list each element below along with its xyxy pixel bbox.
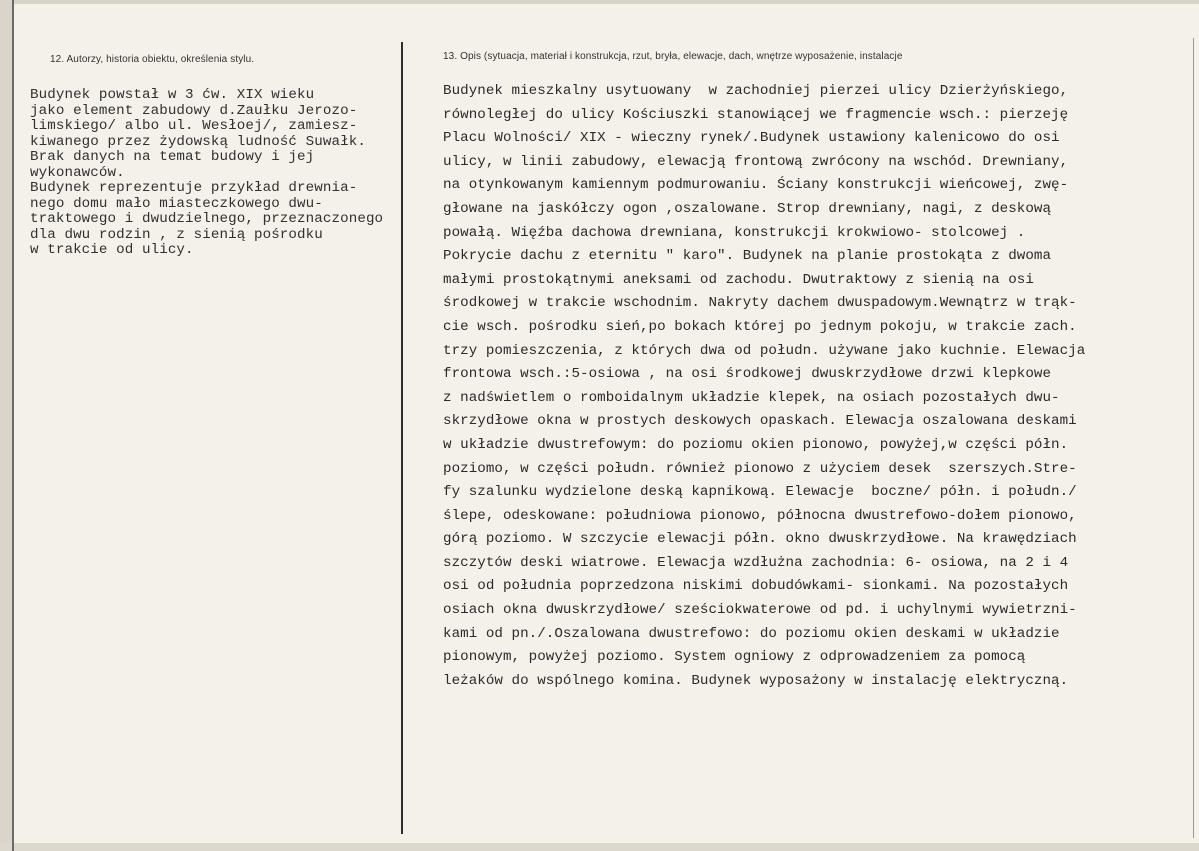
text-line: Budynek powstał w 3 ćw. XIX wieku [30, 87, 315, 103]
text-line: głowane na jaskółczy ogon ,oszalowane. Strop drewniany, nagi, z deskową [443, 200, 1052, 217]
text-line: kiwanego przez żydowską ludność Suwałk. [30, 133, 366, 150]
text-line: osiach okna dwuskrzydłowe/ sześciokwaterowe od pd. i uchylnymi wywietrzni- [443, 602, 1077, 619]
text-line: w trakcie od ulicy. [30, 242, 194, 258]
text-line: w układzie dwustrefowym: do poziomu okien pionowo, powyżej,w części półn. [443, 436, 1069, 453]
text-line: fy szalunku wydzielone deską kapnikową. Elewacje boczne/ półn. i połudn./ [443, 484, 1077, 501]
text-line: małymi prostokątnymi aneksami od zachodu. Dwutraktowy z sienią na osi [443, 271, 1034, 288]
text-line: powałą. Więźba dachowa drewniana, konstrukcji krokwiowo- stolcowej . [443, 224, 1026, 241]
text-line: dla dwu rodzin , z sienią pośrodku [30, 226, 323, 243]
text-line: poziomo, w części połudn. również pionowo z użyciem desek szerszych.Stre- [443, 460, 1077, 477]
page-edge-top [0, 0, 1199, 4]
right-frame-line [1193, 38, 1194, 838]
left-frame-line [12, 0, 14, 851]
text-line: równoległej do ulicy Kościuszki stanowiącej we fragmencie wsch.: pierzeję [443, 106, 1069, 123]
text-line: górą poziomo. W szczycie elewacji półn. okno dwuskrzydłowe. Na krawędziach [443, 531, 1077, 548]
text-line: cie wsch. pośrodku sień,po bokach której po jednym pokoju, w trakcie zach. [443, 318, 1077, 335]
text-line: kami od pn./.Oszalowana dwustrefowo: do poziomu okien deskami w układzie [443, 625, 1060, 642]
section-13-heading: 13. Opis (sytuacja, materiał i konstrukcja, rzut, bryła, elewacje, dach, wnętrze wyposażenie, instalacje [443, 51, 903, 62]
text-line: jako element zabudowy d.Zaułku Jerozo- [30, 102, 358, 119]
text-line: Budynek mieszkalny usytuowany w zachodniej pierzei ulicy Dzierżyńskiego, [443, 83, 1069, 99]
text-line: osi od południa poprzedzona niskimi dobudówkami- sionkami. Na pozostałych [443, 578, 1069, 595]
text-line: traktowego i dwudzielnego, przeznaczonego [30, 211, 384, 227]
section-13-text [443, 80, 1193, 693]
page-edge-left [0, 0, 12, 851]
section-12-heading: 12. Autorzy, historia obiektu, określenia stylu. [50, 54, 255, 65]
text-line: z nadświetlem o romboidalnym układzie klepek, na osiach pozostałych dwu- [443, 389, 1060, 406]
text-line: Placu Wolności/ XIX - wieczny rynek/.Budynek ustawiony kalenicowo do osi [443, 130, 1060, 147]
text-line: trzy pomieszczenia, z których dwa od połudn. używane jako kuchnie. Elewacja [443, 342, 1086, 359]
text-line: Brak danych na temat budowy i jej [30, 149, 315, 165]
text-line: skrzydłowe okna w prostych deskowych opaskach. Elewacja oszalowana deskami [443, 413, 1077, 430]
text-line: frontowa wsch.:5-osiowa , na osi środkowej dwuskrzydłowe drzwi klepkowe [443, 366, 1052, 383]
section-12-text [30, 88, 410, 259]
text-line: Pokrycie dachu z eternitu " karo". Budynek na planie prostokąta z dwoma [443, 248, 1052, 265]
text-line: na otynkowanym kamiennym podmurowaniu. Ściany konstrukcji wieńcowej, zwę- [443, 177, 1069, 194]
text-line: ulicy, w linii zabudowy, elewacją frontową zwrócony na wschód. Drewniany, [443, 153, 1069, 170]
text-line: leżaków do wspólnego komina. Budynek wyposażony w instalację elektryczną. [443, 672, 1069, 689]
text-line: limskiego/ albo ul. Wesłoej/, zamiesz- [30, 118, 358, 134]
text-line: pionowym, powyżej poziomo. System ogniowy z odprowadzeniem za pomocą [443, 649, 1026, 666]
text-line: środkowej w trakcie wschodnim. Nakryty dachem dwuspadowym.Wewnątrz w trąk- [443, 295, 1077, 312]
text-line: ślepe, odeskowane: południowa pionowo, północna dwustrefowo-dołem pionowo, [443, 507, 1077, 524]
text-line: Budynek reprezentuje przykład drewnia- [30, 180, 358, 196]
page-edge-bottom [0, 843, 1199, 851]
text-line: nego domu mało miasteczkowego dwu- [30, 195, 323, 212]
text-line: wykonawców. [30, 164, 125, 181]
text-line: szczytów deski wiatrowe. Elewacja wzdłużna zachodnia: 6- osiowa, na 2 i 4 [443, 554, 1069, 571]
